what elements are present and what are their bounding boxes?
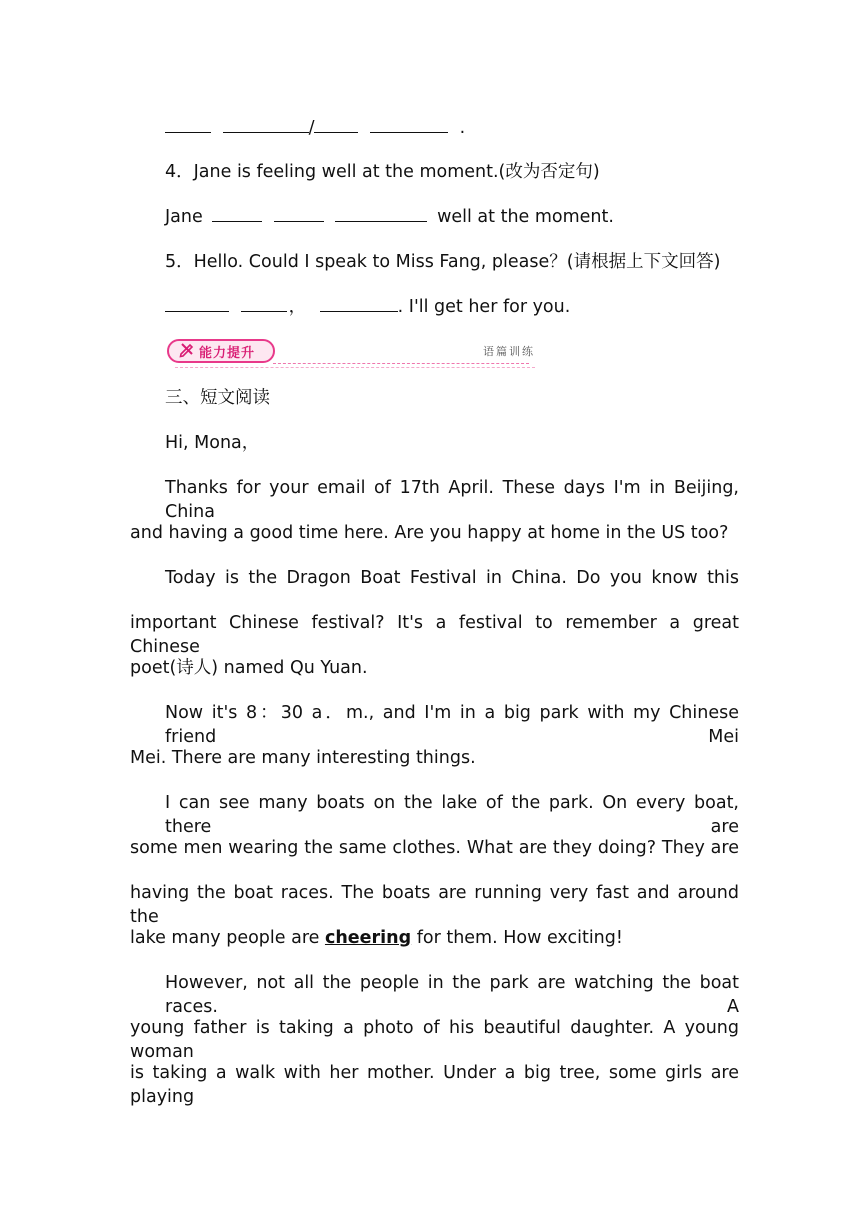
paragraph-line: Mei. There are many interesting things. — [130, 748, 476, 768]
paragraph-line: young father is taking a photo of his beautiful daughter. A young woman — [130, 1018, 739, 1062]
answer-blank[interactable] — [314, 116, 358, 133]
paragraph-line: and having a good time here. Are you happy at home in the US too? — [130, 523, 729, 543]
section-pill-label: 能力提升 — [199, 345, 256, 361]
dashed-divider — [175, 367, 535, 368]
text-run: for them. How exciting! — [411, 928, 623, 948]
answer-start-word: Jane — [165, 207, 203, 227]
answer-blank[interactable] — [274, 205, 324, 222]
answer-end-text: well at the moment. — [437, 207, 614, 227]
answer-blank[interactable] — [241, 295, 287, 312]
answer-blank[interactable] — [165, 116, 211, 133]
paragraph-line: However, not all the people in the park are watching the boat races. A — [165, 973, 739, 1017]
paragraph-line: some men wearing the same clothes. What are they doing? They are — [130, 838, 739, 858]
paragraph-line: poet(诗人) named Qu Yuan. — [130, 658, 368, 678]
keyword-cheering: cheering — [324, 928, 412, 948]
paragraph-line: important Chinese festival? It's a festival to remember a great Chinese — [130, 613, 739, 657]
paragraph-line: Now it's 8：30 a．m., and I'm in a big park with my Chinese friend Mei — [165, 703, 739, 747]
answer-end-text: . I'll get her for you. — [397, 297, 571, 317]
answer-blank[interactable] — [370, 116, 448, 133]
pencil-ruler-icon — [179, 341, 195, 361]
answer-blank[interactable] — [320, 295, 398, 312]
paragraph-line: Today is the Dragon Boat Festival in China. Do you know this — [165, 568, 739, 588]
question-5-answer — [165, 295, 570, 319]
answer-blank[interactable] — [165, 295, 229, 312]
text-run: lake many people are — [130, 928, 325, 948]
letter-greeting: Hi, Mona， — [165, 433, 260, 453]
answer-blank[interactable] — [223, 116, 309, 133]
answer-line-3 — [165, 116, 465, 140]
section-side-label: 语篇训练 — [483, 345, 535, 358]
period: . — [459, 118, 466, 138]
paragraph-line: is taking a walk with her mother. Under a big tree, some girls are playing — [130, 1063, 739, 1107]
section-banner — [165, 337, 535, 371]
section-pill — [167, 339, 275, 363]
section-heading: 三、短文阅读 — [165, 388, 270, 408]
question-5-prompt: 5．Hello. Could I speak to Miss Fang, please？(请根据上下文回答) — [165, 252, 721, 272]
answer-blank[interactable] — [335, 205, 427, 222]
paragraph-line: having the boat races. The boats are running very fast and around the — [130, 883, 739, 927]
paragraph-line — [130, 926, 623, 950]
comma: ， — [288, 297, 307, 317]
question-4-prompt: 4．Jane is feeling well at the moment.(改为否定句) — [165, 162, 600, 182]
question-4-answer — [165, 205, 614, 229]
dashed-divider — [273, 363, 529, 364]
answer-blank[interactable] — [212, 205, 262, 222]
paragraph-line: Thanks for your email of 17th April. These days I'm in Beijing, China — [165, 478, 739, 522]
slash-separator: / — [308, 118, 315, 138]
paragraph-line: I can see many boats on the lake of the park. On every boat, there are — [165, 793, 739, 837]
